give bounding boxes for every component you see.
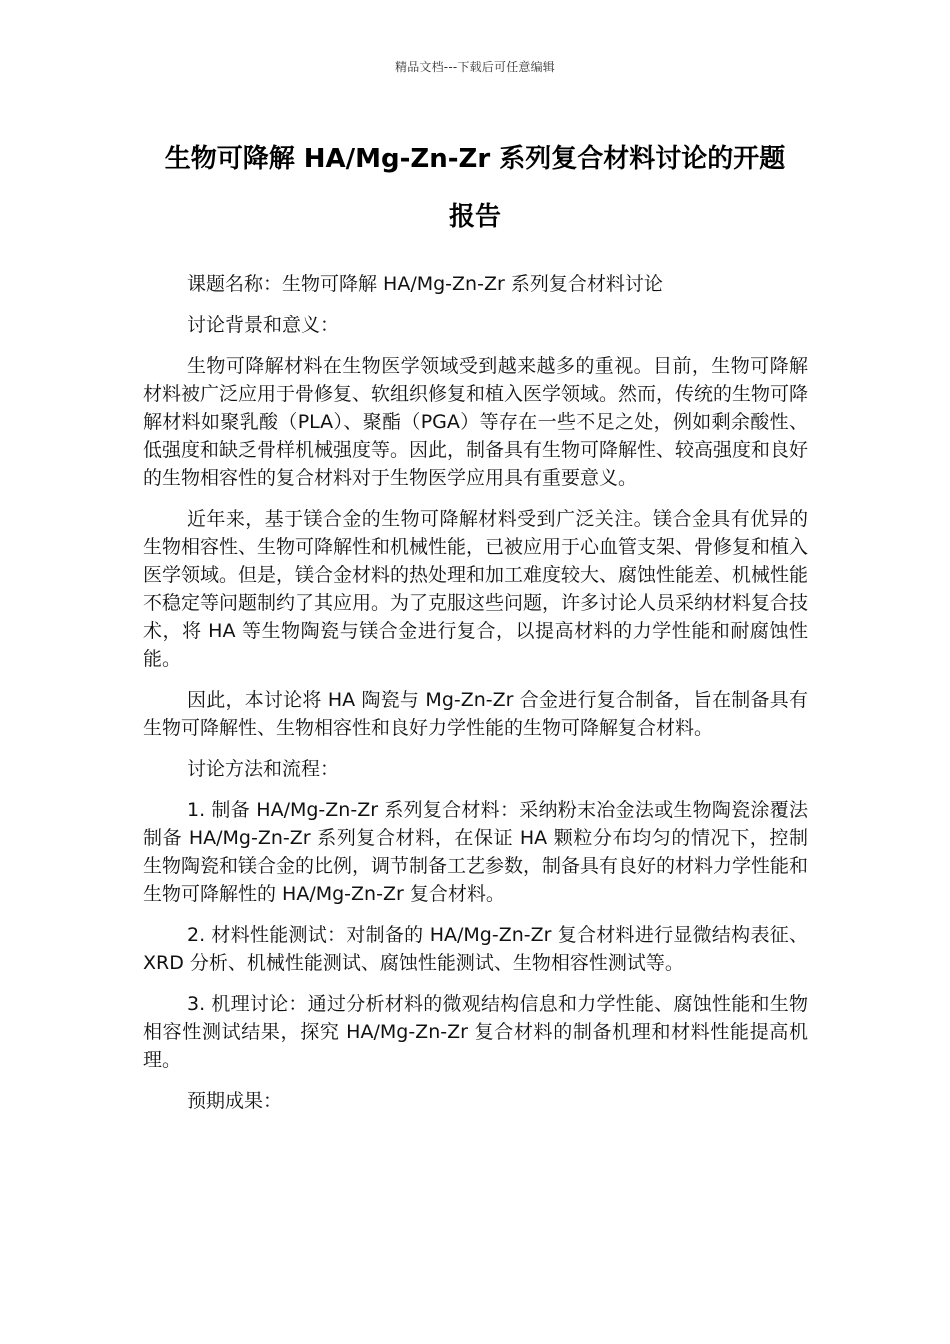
document-body (143, 270, 808, 1128)
background-paragraph-3: 因此，本讨论将 HA 陶瓷与 Mg-Zn-Zr 合金进行复合制备，旨在制备具有生物可降解性、生物相容性和良好力学性能的生物可降解复合材料。 (143, 689, 808, 739)
topic-line: 课题名称：生物可降解 HA/Mg-Zn-Zr 系列复合材料讨论 (187, 273, 663, 295)
method-item-1: 1. 制备 HA/Mg-Zn-Zr 系列复合材料：采纳粉末冶金法或生物陶瓷涂覆法制备 HA/Mg-Zn-Zr 系列复合材料，在保证 HA 颗粒分布均匀的情况下，控制生物陶瓷和镁合金的比例，调节制备工艺参数，制备具有良好的材料力学性能和生物可降解性的 HA/Mg-Zn-Zr 复合材料。 (143, 799, 809, 905)
document-title (130, 130, 820, 246)
background-paragraph-2: 近年来，基于镁合金的生物可降解材料受到广泛关注。镁合金具有优异的生物相容性、生物可降解性和机械性能，已被应用于心血管支架、骨修复和植入医学领域。但是，镁合金材料的热处理和加工难度较大、腐蚀性能差、机械性能不稳定等问题制约了其应用。为了克服这些问题，许多讨论人员采纳材料复合技术，将 HA 等生物陶瓷与镁合金进行复合，以提高材料的力学性能和耐腐蚀性能。 (143, 508, 809, 670)
method-item-2: 2. 材料性能测试：对制备的 HA/Mg-Zn-Zr 复合材料进行显微结构表征、XRD 分析、机械性能测试、腐蚀性能测试、生物相容性测试等。 (143, 924, 808, 974)
document-title-line-2: 报告 (448, 202, 501, 232)
results-heading: 预期成果： (187, 1090, 283, 1112)
methods-heading: 讨论方法和流程： (187, 758, 340, 780)
method-item-3: 3. 机理讨论：通过分析材料的微观结构信息和力学性能、腐蚀性能和生物相容性测试结果，探究 HA/Mg-Zn-Zr 复合材料的制备机理和材料性能提高机理。 (143, 993, 808, 1071)
background-paragraph-1: 生物可降解材料在生物医学领域受到越来越多的重视。目前，生物可降解材料被广泛应用于骨修复、软组织修复和植入医学领域。然而，传统的生物可降解材料如聚乳酸（PLA）、聚酯（PGA）等存在一些不足之处，例如剩余酸性、低强度和缺乏骨样机械强度等。因此，制备具有生物可降解性、较高强度和良好的生物相容性的复合材料对于生物医学应用具有重要意义。 (143, 355, 809, 489)
document-title-line-1: 生物可降解 HA/Mg-Zn-Zr 系列复合材料讨论的开题 (164, 144, 786, 174)
background-heading: 讨论背景和意义： (187, 314, 340, 336)
page-header-note: 精品文档---下载后可任意编辑 (395, 60, 555, 74)
